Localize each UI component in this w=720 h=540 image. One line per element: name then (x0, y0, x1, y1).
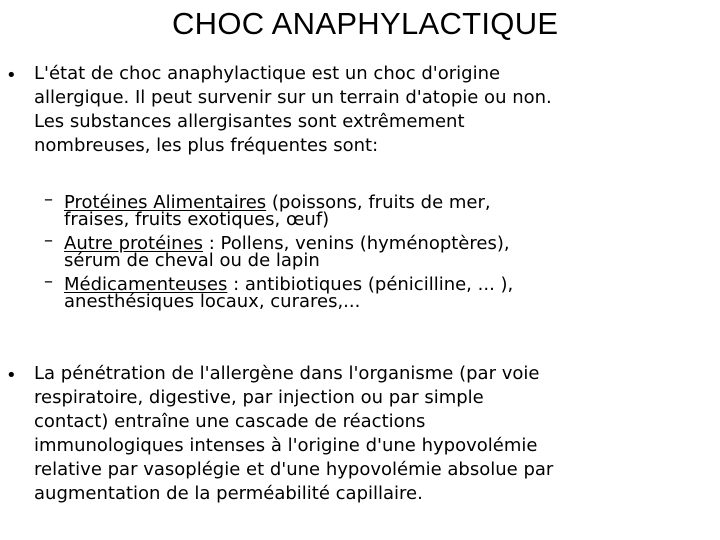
allergen-item-label: Protéines Alimentaires (64, 192, 267, 213)
allergen-item-drugs (64, 276, 513, 310)
paragraph-intro-line: allergique. Il peut survenir sur un terrain d'atopie ou non. (34, 87, 552, 108)
allergen-item-detail: : Pollens, venins (hyménoptères), (203, 233, 510, 254)
allergen-item-proteins (64, 235, 510, 269)
bullet-icon: • (6, 365, 17, 386)
allergen-item-detail: (poissons, fruits de mer, (266, 192, 491, 213)
dash-icon: – (44, 271, 53, 292)
paragraph-intro-line: L'état de choc anaphylactique est un choc d'origine (34, 63, 501, 84)
dash-icon: – (44, 230, 53, 251)
paragraph-intro-line: nombreuses, les plus fréquentes sont: (34, 135, 379, 156)
allergen-item-food (64, 194, 491, 228)
paragraph-mechanism-line: La pénétration de l'allergène dans l'organisme (par voie (34, 363, 540, 384)
paragraph-mechanism (34, 362, 553, 506)
slide-title: CHOC ANAPHYLACTIQUE (172, 6, 559, 41)
paragraph-intro-line: Les substances allergisantes sont extrêmement (34, 111, 465, 132)
paragraph-mechanism-line: respiratoire, digestive, par injection ou par simple (34, 387, 484, 408)
paragraph-mechanism-line: relative par vasoplégie et d'une hypovolémie absolue par (34, 459, 554, 480)
allergen-item-label: Médicamenteuses (64, 274, 228, 295)
paragraph-intro (34, 62, 552, 158)
allergen-item-label: Autre protéines (64, 233, 204, 254)
allergen-item-line: sérum de cheval ou de lapin (64, 250, 320, 271)
paragraph-mechanism-line: augmentation de la perméabilité capillaire. (34, 483, 423, 504)
allergen-item-line: anesthésiques locaux, curares,... (64, 291, 361, 312)
paragraph-mechanism-line: immunologiques intenses à l'origine d'une hypovolémie (34, 435, 538, 456)
allergen-item-line: fraises, fruits exotiques, œuf) (64, 209, 330, 230)
bullet-icon: • (6, 65, 17, 86)
dash-icon: – (44, 189, 53, 210)
allergen-item-detail: : antibiotiques (pénicilline, ... ), (227, 274, 514, 295)
paragraph-mechanism-line: contact) entraîne une cascade de réactions (34, 411, 426, 432)
